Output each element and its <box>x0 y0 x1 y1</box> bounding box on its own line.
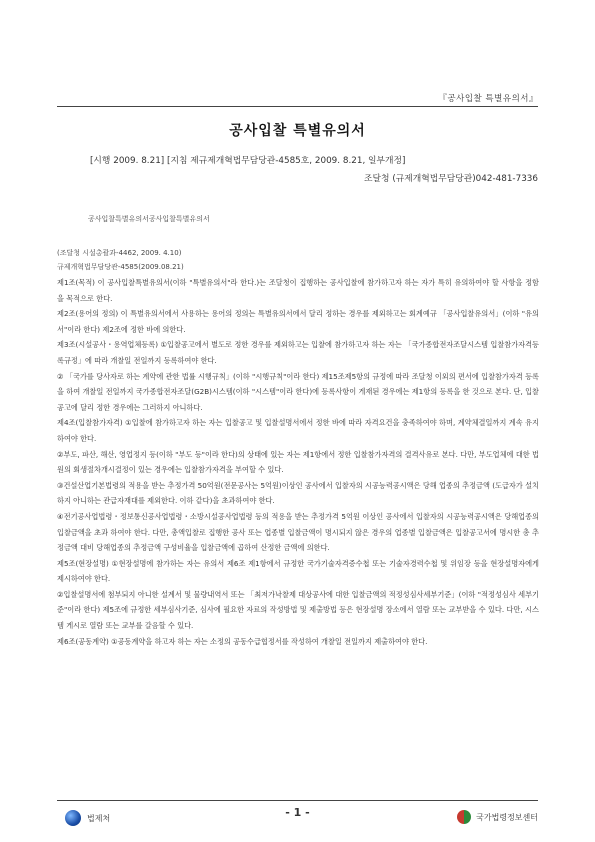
page-title: 공사입찰 특별유의서 <box>229 123 366 139</box>
article-paragraph: 제4조(입찰참가자격) ①입찰에 참가하고자 하는 자는 입찰공고 및 입찰설명서에서 정한 바에 따라 자격요건을 충족하여야 하며, 계약체결일까지 계속 유지하여야 한다. <box>57 418 539 443</box>
article-paragraph: ③건설산업기본법령의 적용을 받는 추정가격 50억원(전문공사는 5억원)이상인 공사에서 입찰자의 시공능력공시액은 당해 업종의 추정금액 (도급자가 설치하지 아니하는 관급자재대를 제외한다. 이하 같다)을 초과하여야 한다. <box>57 480 539 506</box>
article-paragraph: 제3조(시설공사・용역업체등록) ①입찰공고에서 별도로 정한 경우를 제외하고는 입찰에 참가하고자 하는 자는 「국가종합전자조달시스템 입찰참가자격등록규정」에 따라 개찰일 전일까지 등록하여야 한다. <box>57 340 539 365</box>
article-paragraph: ② 「국가를 당사자로 하는 계약에 관한 법률 시행규칙」(이하 "시행규칙"이라 한다) 제15조제5항의 규정에 따라 조달청 이외의 편서에 입찰참가자격 등록을 하여 개찰일 전일까지 국가종합전자조달(G2B)시스템(이하 "시스템"이라 한다)에 등록사항이 게재된 경우에는 제1항의 등록을 한 것으로 본다. 단, 입찰공고에 달리 정한 경우에는 그러하지 아니하다. <box>57 371 539 412</box>
article-paragraph: 제2조(용어의 정의) 이 특별유의서에서 사용하는 용어의 정의는 특별유의서에서 달리 정하는 경우를 제외하고는 회계예규 「공사입찰유의서」(이하 "유의서"이라 한다) 제2조에 정한 바에 의한다. <box>57 309 539 334</box>
article-paragraph: 제6조(공동계약) ①공동계약을 하고자 하는 자는 소정의 공동수급협정서를 작성하여 개찰일 전일까지 제출하여야 한다. <box>57 636 428 646</box>
running-title: 『공사입찰 특별유의서』 <box>438 94 538 104</box>
footer-left-label: 법제처 <box>87 813 111 823</box>
reference-name: 공사입찰특별유의서공사입찰특별유의서 <box>88 215 210 223</box>
enforcement-info: [시행 2009. 8.21] [지침 제규제개혁법무담당관-4585호, 2009. 8.21, 일부개정] <box>90 156 406 166</box>
korea-emblem-icon <box>457 810 471 824</box>
meta-line: 규제개혁법무담당관-4585(2009.08.21) <box>57 263 184 271</box>
article-paragraph: ②부도, 파산, 해산, 영업정지 등(이하 "부도 등"이라 한다)의 상태에 있는 자는 제1항에서 정한 입찰참가자격의 결격사유로 본다. 다만, 부도업체에 대한 법원의 회생절차개시결정이 있는 경우에는 입찰참가자격을 부여할 수 있다. <box>57 449 539 475</box>
document-body <box>57 275 539 649</box>
article-paragraph: 제5조(현장설명) ①현장설명에 참가하는 자는 유의서 제6조 제1항에서 규정한 국가기술자격증수첩 또는 기술자경력수첩 및 위임장 등을 현장설명자에게 제시하여야 한다. <box>57 558 539 584</box>
article-paragraph: ④전기공사업법령・정보통신공사업법령・소방시설공사업법령 등의 적용을 받는 추정가격 5억원 이상인 공사에서 입찰자의 시공능력공시액은 당해업종의 입찰금액을 초과 하여야 한다. 다만, 총액입찰로 집행한 공사 또는 업종별 입찰금액이 명시되지 않은 경우의 업종별 입찰금액은 입찰공고서에 명시한 총 추정금액 대비 당해업종의 추정금액 구성비율을 입찰금액에 곱하여 산정한 금액에 의한다. <box>57 511 539 553</box>
agency-contact: 조달청 (규제개혁법무담당관)042-481-7336 <box>364 174 538 184</box>
footer-right <box>457 810 538 824</box>
header-rule <box>57 106 538 107</box>
article-paragraph: ②입찰설명서에 첨부되지 아니한 설계서 및 물량내역서 또는 「최저가낙찰제 대상공사에 대한 입찰금액의 적정성심사세부기준」(이하 "적정성심사 세부기준"이라 한다) 제5조에 규정한 세부심사기준, 심사에 필요한 자료의 작성방법 및 제출방법 등은 현장설명 장소에서 열람 또는 교부받을 수 있다. 다만, 시스템 게시로 열람 또는 교부를 갈음할 수 있다. <box>57 589 539 631</box>
article-paragraph: 제1조(목적) 이 공사입찰특별유의서(이하 "특별유의서"라 한다.)는 조달청이 집행하는 공사입찰에 참가하고자 하는 자가 특히 유의하여야 할 사항을 정함을 목적으로 한다. <box>57 278 539 303</box>
footer-right-label: 국가법령정보센터 <box>476 812 538 822</box>
footer-rule <box>57 800 538 801</box>
meta-line: (조달청 시설총괄과-4462, 2009. 4.10) <box>57 249 182 257</box>
page-number: - 1 - <box>285 806 310 819</box>
